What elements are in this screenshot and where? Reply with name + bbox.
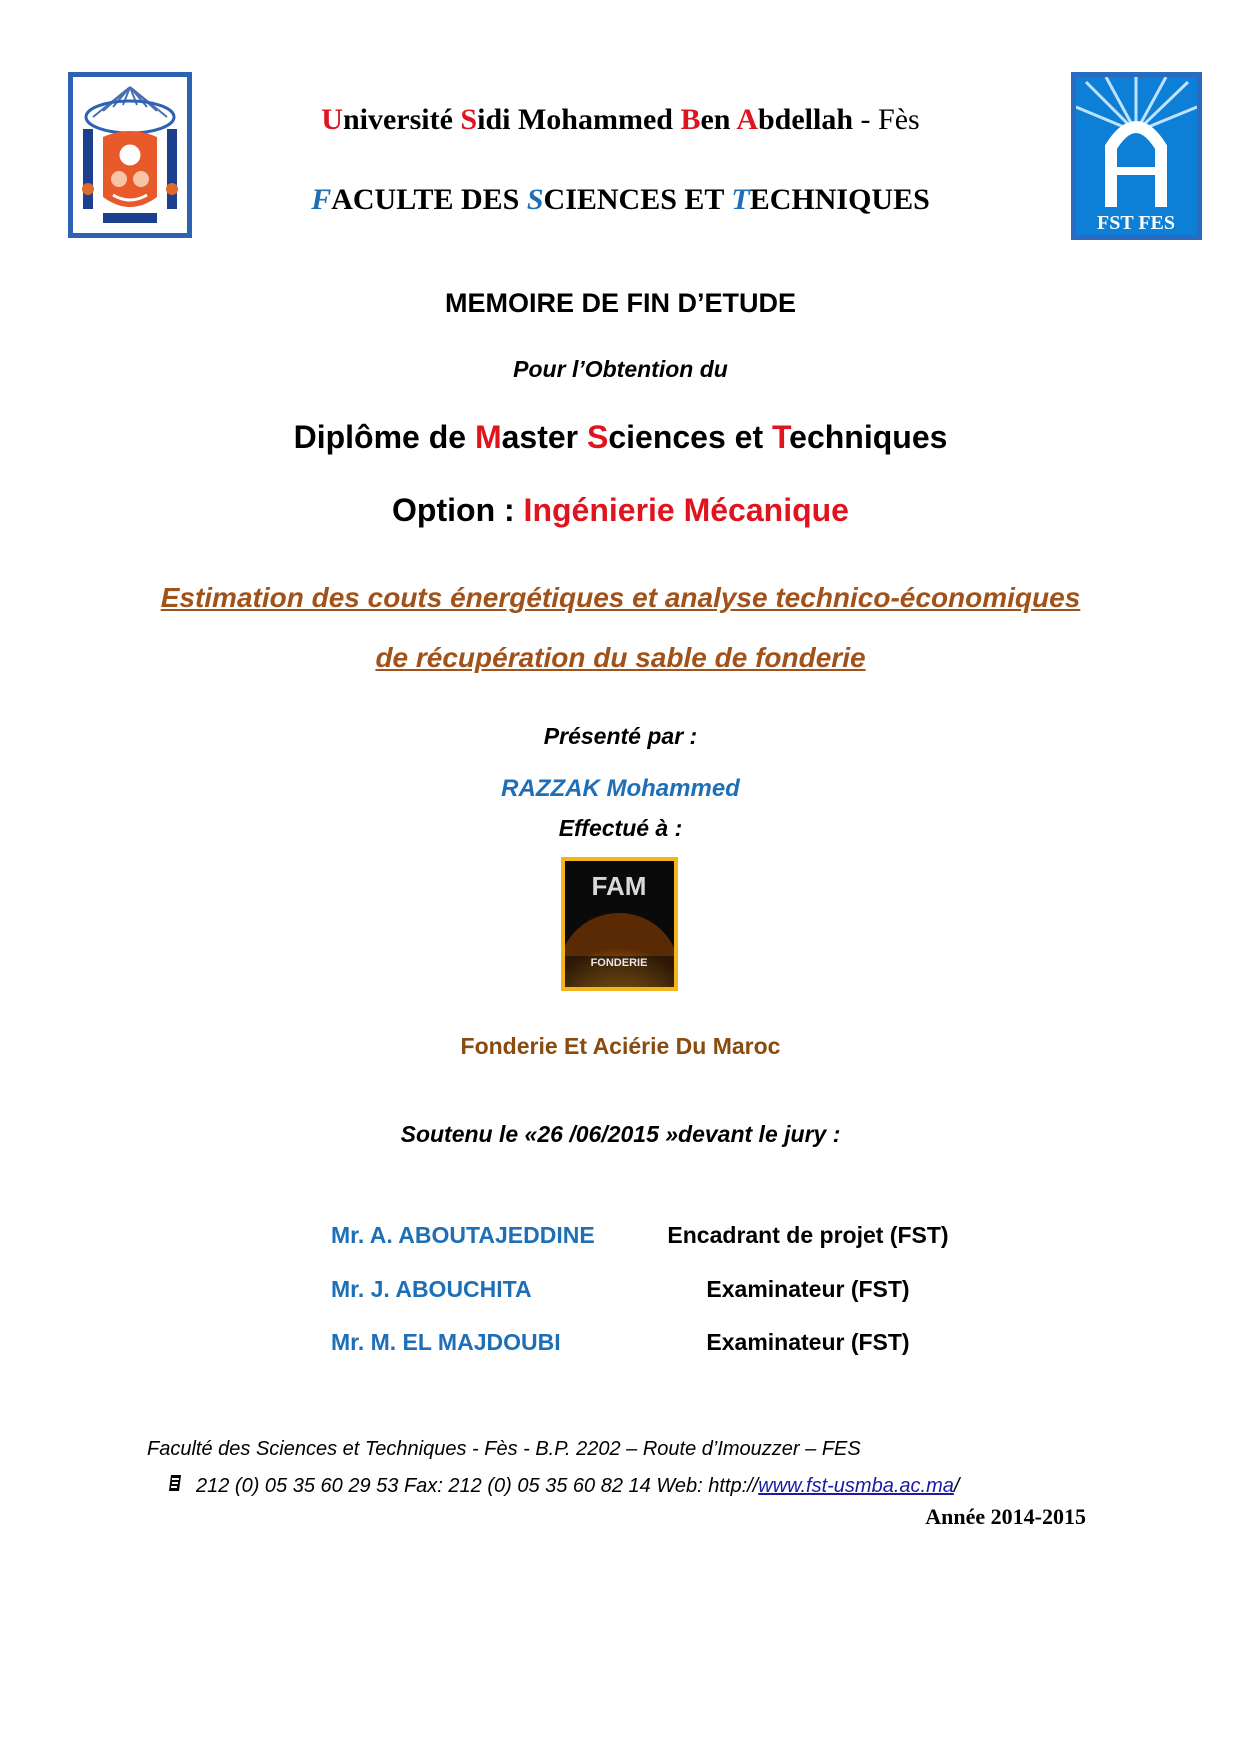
fac-initial-f: F bbox=[311, 183, 332, 216]
pour-obtention: Pour l’Obtention du bbox=[513, 356, 728, 382]
fonderie-logo-text: FONDERIE bbox=[590, 957, 648, 969]
website-link[interactable]: www.fst-usmba.ac.ma bbox=[758, 1475, 954, 1497]
option-line bbox=[0, 492, 1241, 529]
univ-initial-b: B bbox=[680, 103, 701, 136]
fac-initial-t: T bbox=[731, 183, 750, 216]
fac-initial-s: S bbox=[526, 183, 544, 216]
memoire-heading: MEMOIRE DE FIN D’ETUDE bbox=[444, 288, 796, 318]
thesis-title-line1: Estimation des couts énergétiques et analyse technico-économiques bbox=[160, 582, 1081, 613]
faculty-name bbox=[0, 183, 1241, 217]
academic-year: Année 2014-2015 bbox=[925, 1504, 1086, 1529]
faculty-contact bbox=[168, 1474, 959, 1498]
univ-part: en bbox=[700, 103, 737, 136]
phone-icon bbox=[168, 1474, 184, 1498]
fst-fes-logo-text: FST FES bbox=[1097, 212, 1175, 234]
fac-part: CIENCES ET bbox=[543, 183, 732, 216]
jury-member-role: Encadrant de projet (FST) bbox=[667, 1222, 949, 1248]
option-label: Option : bbox=[392, 492, 524, 528]
diplome-part: echniques bbox=[789, 419, 948, 455]
option-value: Ingénierie Mécanique bbox=[523, 492, 849, 528]
contact-suffix: / bbox=[953, 1475, 960, 1497]
jury-member-name: Mr. J. ABOUCHITA bbox=[331, 1276, 532, 1302]
jury-member-name: Mr. M. EL MAJDOUBI bbox=[331, 1329, 561, 1355]
diplome-initial-m: M bbox=[474, 419, 502, 455]
diplome-initial-s: S bbox=[586, 419, 609, 455]
univ-initial-s: S bbox=[460, 103, 478, 136]
soutenance-line: Soutenu le «26 /06/2015 »devant le jury : bbox=[400, 1121, 841, 1147]
effectue-a-label: Effectué à : bbox=[558, 815, 683, 841]
univ-part: niversité bbox=[342, 103, 461, 136]
univ-part: bdellah bbox=[758, 103, 854, 136]
company-name: Fonderie Et Aciérie Du Maroc bbox=[460, 1033, 781, 1059]
fam-fonderie-logo bbox=[561, 857, 678, 991]
fam-logo-text: FAM bbox=[591, 871, 647, 901]
university-name bbox=[0, 103, 1241, 137]
univ-city: - Fès bbox=[853, 103, 920, 136]
fac-part: ECHNIQUES bbox=[749, 183, 930, 216]
author-name: RAZZAK Mohammed bbox=[501, 775, 740, 802]
jury-member-role: Examinateur (FST) bbox=[706, 1276, 910, 1302]
diplome-title bbox=[0, 419, 1241, 456]
diplome-part: ciences et bbox=[608, 419, 772, 455]
presente-par-label: Présenté par : bbox=[543, 723, 698, 749]
univ-initial-a: A bbox=[736, 103, 758, 136]
diplome-initial-t: T bbox=[771, 419, 790, 455]
jury-member-name: Mr. A. ABOUTAJEDDINE bbox=[331, 1222, 595, 1248]
diplome-part: Diplôme de bbox=[293, 419, 475, 455]
contact-text: 212 (0) 05 35 60 29 53 Fax: 212 (0) 05 35 60 82 14 Web: http:// bbox=[196, 1475, 759, 1497]
univ-initial-u: U bbox=[321, 103, 343, 136]
jury-member-role: Examinateur (FST) bbox=[706, 1329, 910, 1355]
faculty-address: Faculté des Sciences et Techniques - Fès - B.P. 2202 – Route d’Imouzzer – FES bbox=[147, 1438, 861, 1460]
fac-part: ACULTE DES bbox=[331, 183, 527, 216]
univ-part: idi Mohammed bbox=[477, 103, 681, 136]
thesis-title-line2: de récupération du sable de fonderie bbox=[375, 642, 866, 673]
diplome-part: aster bbox=[501, 419, 587, 455]
